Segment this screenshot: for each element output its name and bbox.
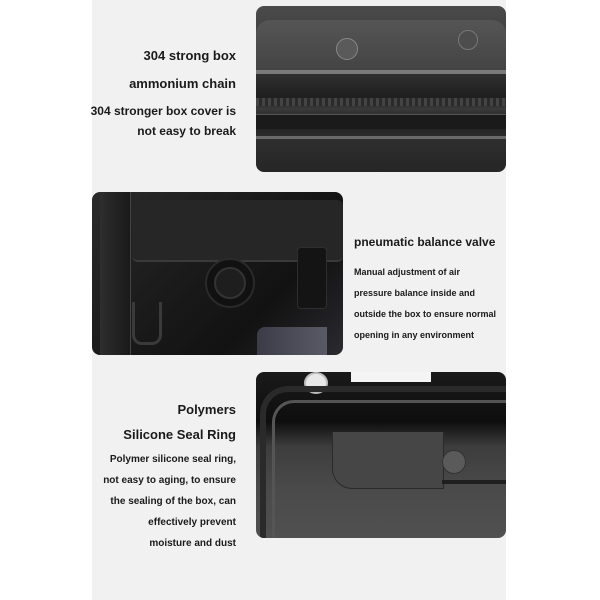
- section-title-line: ammonium chain: [129, 76, 236, 91]
- section-desc-line: pressure balance inside and: [354, 288, 476, 298]
- section-desc-line: the sealing of the box, can: [110, 496, 236, 507]
- lid-recess: [332, 432, 444, 489]
- section-desc-line: not easy to aging, to ensure: [103, 475, 236, 486]
- box-lid-hinge-chain-photo: [256, 6, 506, 172]
- section-title-line: Polymers: [177, 402, 236, 417]
- section-desc-line: effectively prevent: [148, 517, 236, 528]
- top-bar-gap: [351, 372, 431, 382]
- pressure-valve-photo: [92, 192, 343, 355]
- section-desc-line: not easy to break: [137, 124, 236, 138]
- section-desc-line: opening in any environment: [354, 330, 475, 340]
- side-latch: [297, 247, 327, 309]
- section-seal-ring-text: [56, 402, 236, 550]
- section-title-line: pneumatic balance valve: [354, 235, 496, 249]
- valve-cap: [214, 267, 246, 299]
- section-desc-line: 304 stronger box cover is: [90, 104, 236, 118]
- section-valve-text: [354, 235, 514, 341]
- section-desc-line: Polymer silicone seal ring,: [109, 454, 236, 465]
- handle-rail: [100, 192, 131, 355]
- section-desc-line: outside the box to ensure normal: [354, 309, 497, 319]
- chain-groove: [256, 98, 506, 106]
- section-title-line: Silicone Seal Ring: [123, 427, 236, 442]
- section-title-line: 304 strong box: [143, 48, 236, 63]
- lid-highlight: [256, 70, 506, 74]
- screw-cap-left: [336, 38, 358, 60]
- section-desc-line: Manual adjustment of air: [354, 267, 461, 277]
- screw-cap-right: [458, 30, 478, 50]
- latch-clip: [132, 302, 162, 345]
- section-strong-box-text: [66, 48, 236, 139]
- fabric-strap: [257, 327, 327, 355]
- base-edge: [256, 136, 506, 139]
- section-desc-line: moisture and dust: [149, 538, 236, 549]
- hinge-bar: [256, 114, 506, 129]
- screw-cap: [442, 450, 466, 474]
- recess-step: [442, 480, 506, 484]
- seal-ring-photo: [256, 372, 506, 538]
